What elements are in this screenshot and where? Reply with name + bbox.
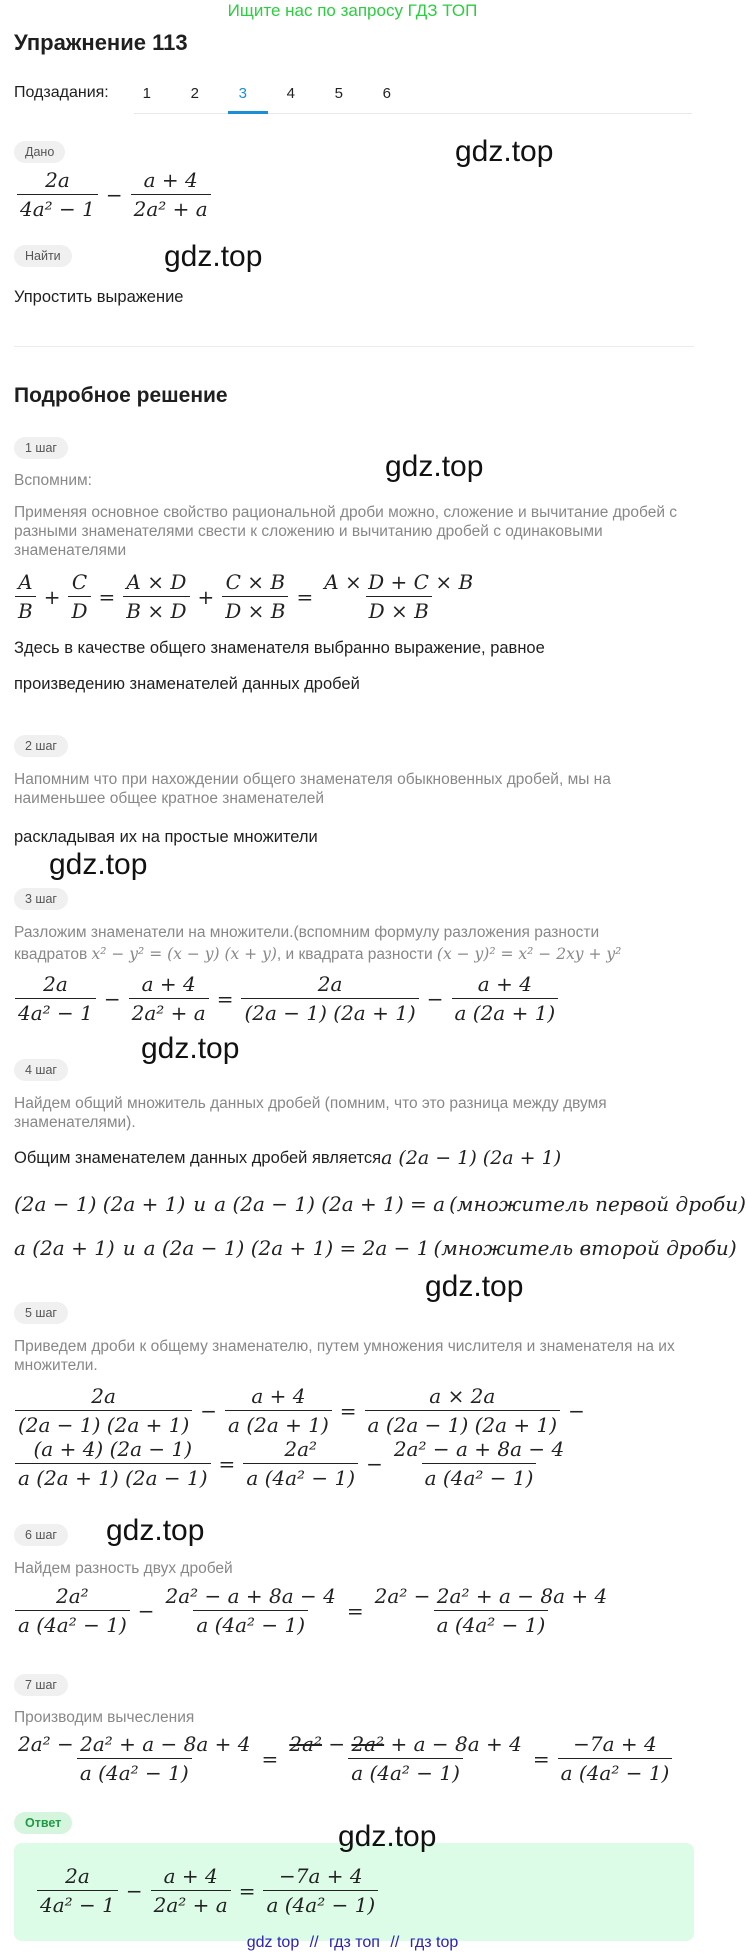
step-1-formula: A B + $\frac{C}{D}$ = $\frac{A \times D}{B \times D}$ + $\frac{C \times B}{D \times B}$ = $\frac{A \times D + C \times B}{D \times B}$ bbox=[12, 570, 479, 623]
watermark: gdz.top bbox=[385, 450, 484, 483]
step-7-text: Производим вычесления bbox=[14, 1709, 195, 1726]
step-1-text: Применяя основное свойство рациональной дроби можно, сложение и вычитание дробей с разными знаменателями свести к сложению и вычитанию дробей с одинаковыми знаменателями bbox=[14, 504, 678, 559]
step-7-badge: 7 шаг bbox=[14, 1674, 68, 1696]
tab-6[interactable]: 6 bbox=[382, 84, 391, 102]
watermark: gdz.top bbox=[425, 1270, 524, 1303]
step-4-badge: 4 шаг bbox=[14, 1059, 68, 1081]
divider bbox=[14, 346, 694, 347]
step-7-math: $\frac{\text{2a² − 2a² + a − 8a + 4}}{\text{a (4a² − 1)}}$ = $\frac{\text{2a² − 2a² + a − 8a + 4}}{\text{a (4a² − 1)}}$ = $\frac{-7a + 4}{\text{a (4a² − 1)}}$ bbox=[12, 1732, 675, 1785]
answer-badge: Ответ bbox=[14, 1812, 72, 1834]
subtasks-label: Подзадания: bbox=[14, 84, 109, 101]
step-4-eq1: (2a − 1) (2a + 1) и a (2a − 1) (2a + 1) = a (множитель первой дроби) bbox=[14, 1192, 746, 1216]
step-5-text: Приведем дроби к общему знаменателю, путем умножения числителя и знаменателя на их множители. bbox=[14, 1338, 675, 1374]
footer-separator: // bbox=[309, 1934, 319, 1951]
step-1-line1: Здесь в качестве общего знаменателя выбранно выражение, равное bbox=[14, 639, 545, 657]
footer-link[interactable]: гдз топ bbox=[329, 1934, 380, 1951]
watermark: gdz.top bbox=[141, 1032, 240, 1065]
step-6-math: 2a² a (4a² − 1) − $\frac{\text{2a² − a + 8a − 4}}{\text{a (4a² − 1)}}$ = $\frac{\text{2a² − 2a² + a − 8a + 4}}{\text{a (4a² − 1)}}$ bbox=[12, 1584, 613, 1637]
solution-title: Подробное решение bbox=[14, 384, 228, 407]
step-5-math-line1: 2a (2a − 1) (2a + 1) − $\frac{a + 4}{a (2a + 1)}$ = $\frac{a \times 2a}{a (2a - 1) (2a + 1)}$ − bbox=[12, 1384, 590, 1437]
step-3-math: 2a 4a² − 1 − $\frac{a + 4}{\text{2a² + a}}$ = $\frac{2a}{(2a - 1) (2a + 1)}$ − $\frac{a + 4}{a (2a + 1)}$ bbox=[12, 972, 561, 1025]
tab-5[interactable]: 5 bbox=[334, 84, 343, 102]
find-text: Упростить выражение bbox=[14, 288, 184, 306]
answer-math: 2a 4a² − 1 − $\frac{a + 4}{\text{2a² + a}}$ = $\frac{-7a + 4}{\text{a (4a² − 1)}}$ bbox=[34, 1864, 381, 1917]
step-4-eq2: a (2a + 1) и a (2a − 1) (2a + 1) = 2a − 1 (множитель второй дроби) bbox=[14, 1236, 737, 1260]
step-3-text2: квадратов x² − y² = (x − y) (x + y), и квадрата разности (x − y)² = x² − 2xy + y² bbox=[14, 945, 622, 963]
step-2-text: Напомним что при нахождении общего знаменателя обыкновенных дробей, мы на наименьшее общее кратное знаменателей bbox=[14, 771, 611, 807]
tab-3[interactable]: 3 bbox=[238, 84, 247, 102]
tab-1[interactable]: 1 bbox=[142, 84, 151, 102]
tab-2[interactable]: 2 bbox=[190, 84, 199, 102]
subtask-tabs bbox=[14, 84, 411, 102]
watermark: gdz.top bbox=[106, 1514, 205, 1547]
tab-4[interactable]: 4 bbox=[286, 84, 295, 102]
find-badge: Найти bbox=[14, 245, 72, 267]
step-1-badge: 1 шаг bbox=[14, 437, 68, 459]
watermark: gdz.top bbox=[338, 1820, 437, 1853]
step-5-badge: 5 шаг bbox=[14, 1302, 68, 1324]
step-4-line: Общим знаменателем данных дробей является a (2a − 1) (2a + 1) bbox=[14, 1147, 562, 1169]
footer-separator: // bbox=[390, 1934, 400, 1951]
step-1-line2: произведению знаменателей данных дробей bbox=[14, 675, 360, 693]
step-2-badge: 2 шаг bbox=[14, 735, 68, 757]
given-expression: 2a 4a² − 1 − $\frac{a + 4}{\text{2a² + a}}$ bbox=[14, 168, 214, 221]
footer-links bbox=[0, 1934, 705, 1952]
step-6-badge: 6 шаг bbox=[14, 1524, 68, 1546]
tabs-divider bbox=[134, 113, 692, 114]
watermark: gdz.top bbox=[49, 848, 148, 881]
watermark: gdz.top bbox=[164, 240, 263, 273]
footer-link[interactable]: гдз top bbox=[409, 1934, 459, 1951]
step-6-text: Найдем разность двух дробей bbox=[14, 1560, 233, 1577]
step-3-badge: 3 шаг bbox=[14, 888, 68, 910]
step-2-line: раскладывая их на простые множители bbox=[14, 828, 318, 846]
step-4-text: Найдем общий множитель данных дробей (помним, что это разница между двумя знаменателями). bbox=[14, 1095, 607, 1131]
step-5-math-line2: $\frac{(a + 4) (2a - 1)}{a (2a + 1) (2a - 1)}$ = $\frac{\text{2a²}}{\text{a (4a² − 1)}}$ − $\frac{\text{2a² − a + 8a − 4}}{\text{a (4a² − 1)}}$ bbox=[12, 1437, 570, 1490]
given-badge: Дано bbox=[14, 141, 65, 163]
page-title: Упражнение 113 bbox=[14, 30, 188, 55]
footer-link[interactable]: gdz top bbox=[246, 1934, 300, 1951]
step-3-text1: Разложим знаменатели на множители.(вспомним формулу разложения разности bbox=[14, 924, 600, 941]
active-tab-indicator bbox=[228, 111, 268, 114]
watermark: gdz.top bbox=[455, 135, 554, 168]
step-1-recall: Вспомним: bbox=[14, 472, 92, 489]
search-hint-banner: Ищите нас по запросу ГДЗ ТОП bbox=[227, 1, 478, 20]
